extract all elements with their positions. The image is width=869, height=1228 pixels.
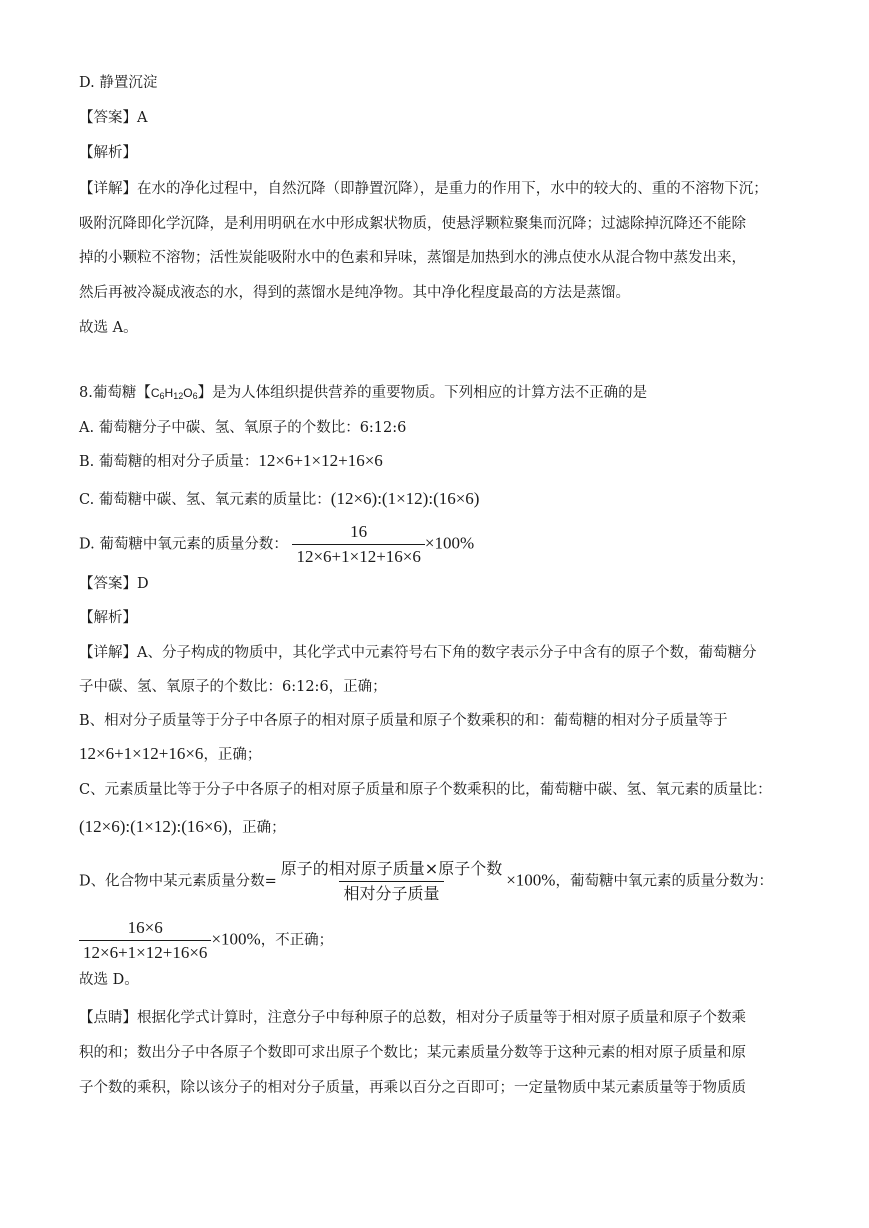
prev-conclusion: 故选 A。 [79,320,138,336]
prev-detail-line: 掉的小颗粒不溶物；活性炭能吸附水中的色素和异味，蒸馏是加热到水的沸点使水从混合物中蒸发出来， [79,250,746,266]
detail-d2-line: $\frac{16\times 6}{12\times 6+1\times 12+16\times 6}$ ×100%，不正确； [79,918,333,963]
prev-detail-line: 【详解】在水的净化过程中，自然沉降（即静置沉降），是重力的作用下，水中的较大的、重的不溶物下沉； [79,181,768,197]
tip-line: 子个数的乘积，除以该分子的相对分子质量，再乘以百分之百即可；一定量物质中某元素质量等于物质质 [79,1080,746,1096]
conclusion: 故选 D。 [79,972,139,988]
fraction-numerator: 16 [350,522,368,541]
oxygen-fraction-formula [79,918,211,963]
option-b-formula: 12×6+1×12+16×6 [258,451,383,470]
detail-b-formula: 12×6+1×12+16×6 [79,744,204,763]
option-a: A. 葡萄糖分子中碳、氢、氧原子的个数比：6:12:6 [79,420,407,436]
option-d-fraction [292,522,424,567]
prev-detail-line: 然后再被冷凝成液态的水，得到的蒸馏水是纯净物。其中净化程度最高的方法是蒸馏。 [79,285,630,301]
detail-line: B、相对分子质量等于分子中各原子的相对原子质量和原子个数乘积的和：葡萄糖的相对分子质量等于 [79,713,728,729]
prev-detail-line: 吸附沉降即化学沉降，是利用明矾在水中形成絮状物质，使悬浮颗粒聚集而沉降；过滤除掉沉降还不能除 [79,216,746,232]
stem-text: 】是为人体组织提供营养的重要物质。下列相应的计算方法不正确的是 [197,385,648,401]
tip-line: 积的和；数出分子中各原子个数即可求出原子个数比；某元素质量分数等于这种元素的相对原子质量和原 [79,1045,746,1061]
fraction-denominator: 12×6+1×12+16×6 [292,544,424,567]
detail-line: 【详解】A、分子构成的物质中，其化学式中元素符号右下角的数字表示分子中含有的原子个数，葡萄糖分 [79,645,757,661]
stem-text: 8.葡萄糖【 [79,385,151,401]
prev-option-d: D. 静置沉淀 [79,75,158,91]
fraction-denominator: 相对分子质量 [339,881,443,904]
tip-line: 【点睛】根据化学式计算时，注意分子中每种原子的总数，相对分子质量等于相对原子质量和原子个数乘 [79,1010,746,1026]
option-c-formula: (12×6):(1×12):(16×6) [330,489,480,508]
prev-analysis-heading: 【解析】 [79,145,137,161]
glucose-formula: $C_6H_{12}O_6$ [150,386,198,401]
detail-line: 子中碳、氢、氧原子的个数比：6:12:6，正确； [79,679,387,695]
detail-d-line: D、化合物中某元素质量分数= $\frac{\text{原子的相对原子质量×原子个数}}{\text{相对分子质量}}$ ×100%，葡萄糖中氧元素的质量分数为： [79,859,773,903]
detail-c-line: (12×6):(1×12):(16×6)，正确； [79,817,286,836]
detail-line: C、元素质量比等于分子中各原子的相对原子质量和原子个数乘积的比，葡萄糖中碳、氢、氧元素的质量比： [79,782,772,798]
fraction-denominator: 12×6+1×12+16×6 [79,940,211,963]
prev-answer: 【答案】A [79,110,148,126]
mass-fraction-formula [277,859,506,904]
fraction-numerator: 16×6 [127,918,163,937]
answer: 【答案】D [79,576,149,592]
option-b: B. 葡萄糖的相对分子质量：12×6+1×12+16×6 [79,451,383,470]
analysis-heading: 【解析】 [79,610,137,626]
fraction-numerator: 原子的相对原子质量×原子个数 [280,859,503,878]
detail-b-line: 12×6+1×12+16×6，正确； [79,744,262,763]
detail-c-formula: (12×6):(1×12):(16×6) [79,817,228,836]
question-stem [79,383,647,406]
option-c: C. 葡萄糖中碳、氢、氧元素的质量比：(12×6):(1×12):(16×6) [79,489,480,508]
option-d: D. 葡萄糖中氧元素的质量分数： $\frac{16}{12\times 6+1\times 12+16\times 6}$ ×100% [79,522,475,566]
